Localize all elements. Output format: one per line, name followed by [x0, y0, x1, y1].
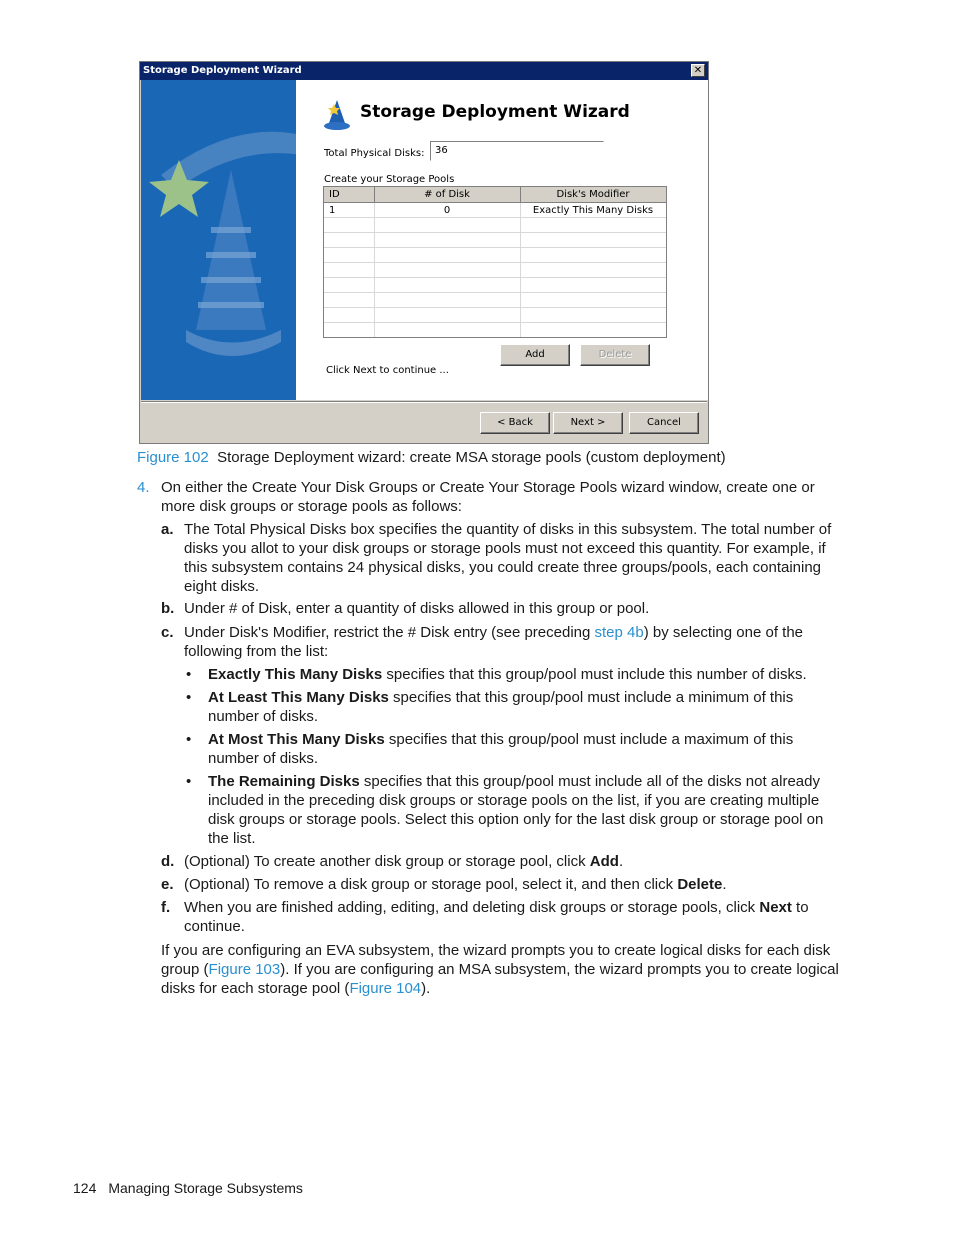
back-button[interactable]: < Back [480, 412, 550, 434]
delete-button[interactable]: Delete [580, 344, 650, 366]
wizard-side-banner [141, 80, 296, 400]
bullet-item [208, 665, 846, 684]
bullet-text: specifies that this group/pool must include all of the disks not already included in the preceding disk groups or storage pools on the list, if you are creating multiple disk groups or storage pools. Select this option only for the last disk group or storage pool on the list. [208, 773, 824, 847]
table-row[interactable] [324, 203, 666, 218]
button-separator [141, 401, 707, 403]
substep-d-pre: (Optional) To create another disk group or storage pool, click [184, 853, 590, 870]
substep-c-post: ) by selecting one of the following from the list: [184, 624, 803, 660]
column-header-id[interactable]: ID [324, 187, 374, 203]
substep-f-pre: When you are finished adding, editing, and deleting disk groups or storage pools, click [184, 899, 760, 916]
figure-103-link[interactable]: Figure 103 [208, 961, 281, 978]
wizard-wand-image [141, 80, 296, 400]
page-footer [73, 1180, 303, 1196]
table-row[interactable] [324, 308, 666, 323]
delete-term: Delete [677, 876, 723, 893]
table-row[interactable] [324, 323, 666, 338]
substep-c-text [184, 623, 834, 661]
figure-label: Figure 102 [137, 449, 209, 466]
substep-marker: a. [161, 521, 174, 538]
footer-title: Managing Storage Subsystems [108, 1180, 303, 1196]
closing-text: If you are configuring an EVA subsystem, the wizard prompts you to create logical disks for each disk group ( [161, 942, 831, 978]
bullet-glyph: • [186, 731, 192, 748]
total-physical-disks-label: Total Physical Disks: [324, 148, 425, 159]
next-term: Next [759, 899, 792, 916]
wizard-hat-icon [322, 98, 352, 132]
substep-marker: b. [161, 600, 175, 617]
step-number: 4. [137, 479, 150, 496]
window-titlebar [140, 62, 708, 80]
bullet-text: specifies that this group/pool must include a minimum of this number of disks. [208, 689, 794, 725]
substep-d-text [184, 852, 846, 871]
storage-deployment-wizard-dialog [139, 61, 709, 444]
substep-marker: e. [161, 876, 174, 893]
bullet-item [208, 730, 848, 768]
substep-f-post: to continue. [184, 899, 809, 935]
figure-caption [137, 448, 837, 467]
window-title: Storage Deployment Wizard [143, 65, 302, 76]
table-row[interactable] [324, 278, 666, 293]
bullet-text: specifies that this group/pool must include a maximum of this number of disks. [208, 731, 794, 767]
closing-paragraph [161, 941, 849, 998]
substep-c-pre: Under Disk's Modifier, restrict the # Disk entry (see preceding [184, 624, 595, 641]
figure-caption-text: Storage Deployment wizard: create MSA storage pools (custom deployment) [217, 449, 726, 466]
table-row[interactable] [324, 293, 666, 308]
bullet-term: At Most This Many Disks [208, 731, 385, 748]
total-physical-disks-field[interactable]: 36 [430, 141, 604, 161]
substep-marker: d. [161, 853, 175, 870]
substep-e-text [184, 875, 846, 894]
bullet-term: Exactly This Many Disks [208, 666, 383, 683]
closing-text: ). If you are configuring an MSA subsystem, the wizard prompts you to create logical disks for each storage pool ( [161, 961, 839, 997]
closing-text: ). [421, 980, 431, 997]
step-4-text: On either the Create Your Disk Groups or Create Your Storage Pools wizard window, create one or more disk groups or storage pools as follows: [161, 479, 815, 515]
bullet-item [208, 772, 838, 848]
bullet-glyph: • [186, 689, 192, 706]
add-button[interactable]: Add [500, 344, 570, 366]
continue-hint: Click Next to continue ... [326, 365, 449, 376]
close-icon[interactable]: ✕ [691, 64, 705, 77]
cell-id[interactable]: 1 [324, 203, 374, 218]
cancel-button[interactable]: Cancel [629, 412, 699, 434]
substep-marker: f. [161, 899, 171, 916]
substep-e-pre: (Optional) To remove a disk group or storage pool, select it, and then click [184, 876, 678, 893]
wizard-heading: Storage Deployment Wizard [360, 102, 630, 122]
storage-pools-grid[interactable] [323, 186, 667, 338]
wizard-content [296, 80, 708, 400]
bullet-item [208, 688, 846, 726]
substep-b-text: Under # of Disk, enter a quantity of disks allowed in this group or pool. [184, 600, 650, 617]
bullet-glyph: • [186, 773, 192, 790]
column-header-disk-count[interactable]: # of Disk [374, 187, 520, 203]
bullet-term: At Least This Many Disks [208, 689, 389, 706]
bullet-glyph: • [186, 666, 192, 683]
substep-marker: c. [161, 624, 174, 641]
storage-pools-label: Create your Storage Pools [324, 174, 455, 185]
substep-e-post: . [722, 876, 727, 893]
bullet-term: The Remaining Disks [208, 773, 360, 790]
add-term: Add [589, 853, 619, 870]
table-row[interactable] [324, 218, 666, 233]
cell-disk-count[interactable]: 0 [374, 203, 520, 218]
cell-disk-modifier[interactable]: Exactly This Many Disks [520, 203, 666, 218]
substep-f-text [184, 898, 846, 936]
next-button[interactable]: Next > [553, 412, 623, 434]
column-header-disk-modifier[interactable]: Disk's Modifier [520, 187, 666, 203]
step-4b-link[interactable]: step 4b [594, 624, 644, 641]
table-row[interactable] [324, 263, 666, 278]
table-row[interactable] [324, 233, 666, 248]
page-number: 124 [73, 1180, 97, 1196]
figure-104-link[interactable]: Figure 104 [349, 980, 422, 997]
bullet-text: specifies that this group/pool must include this number of disks. [382, 666, 807, 683]
substep-a-text: The Total Physical Disks box specifies the quantity of disks in this subsystem. The total number of disks you allot to your disk groups or storage pools must not exceed this quantity. For example, if this subsystem contains 24 physical disks, you could create three groups/pools, each containing eight disks. [184, 521, 832, 595]
table-row[interactable] [324, 248, 666, 263]
substep-d-post: . [618, 853, 624, 870]
